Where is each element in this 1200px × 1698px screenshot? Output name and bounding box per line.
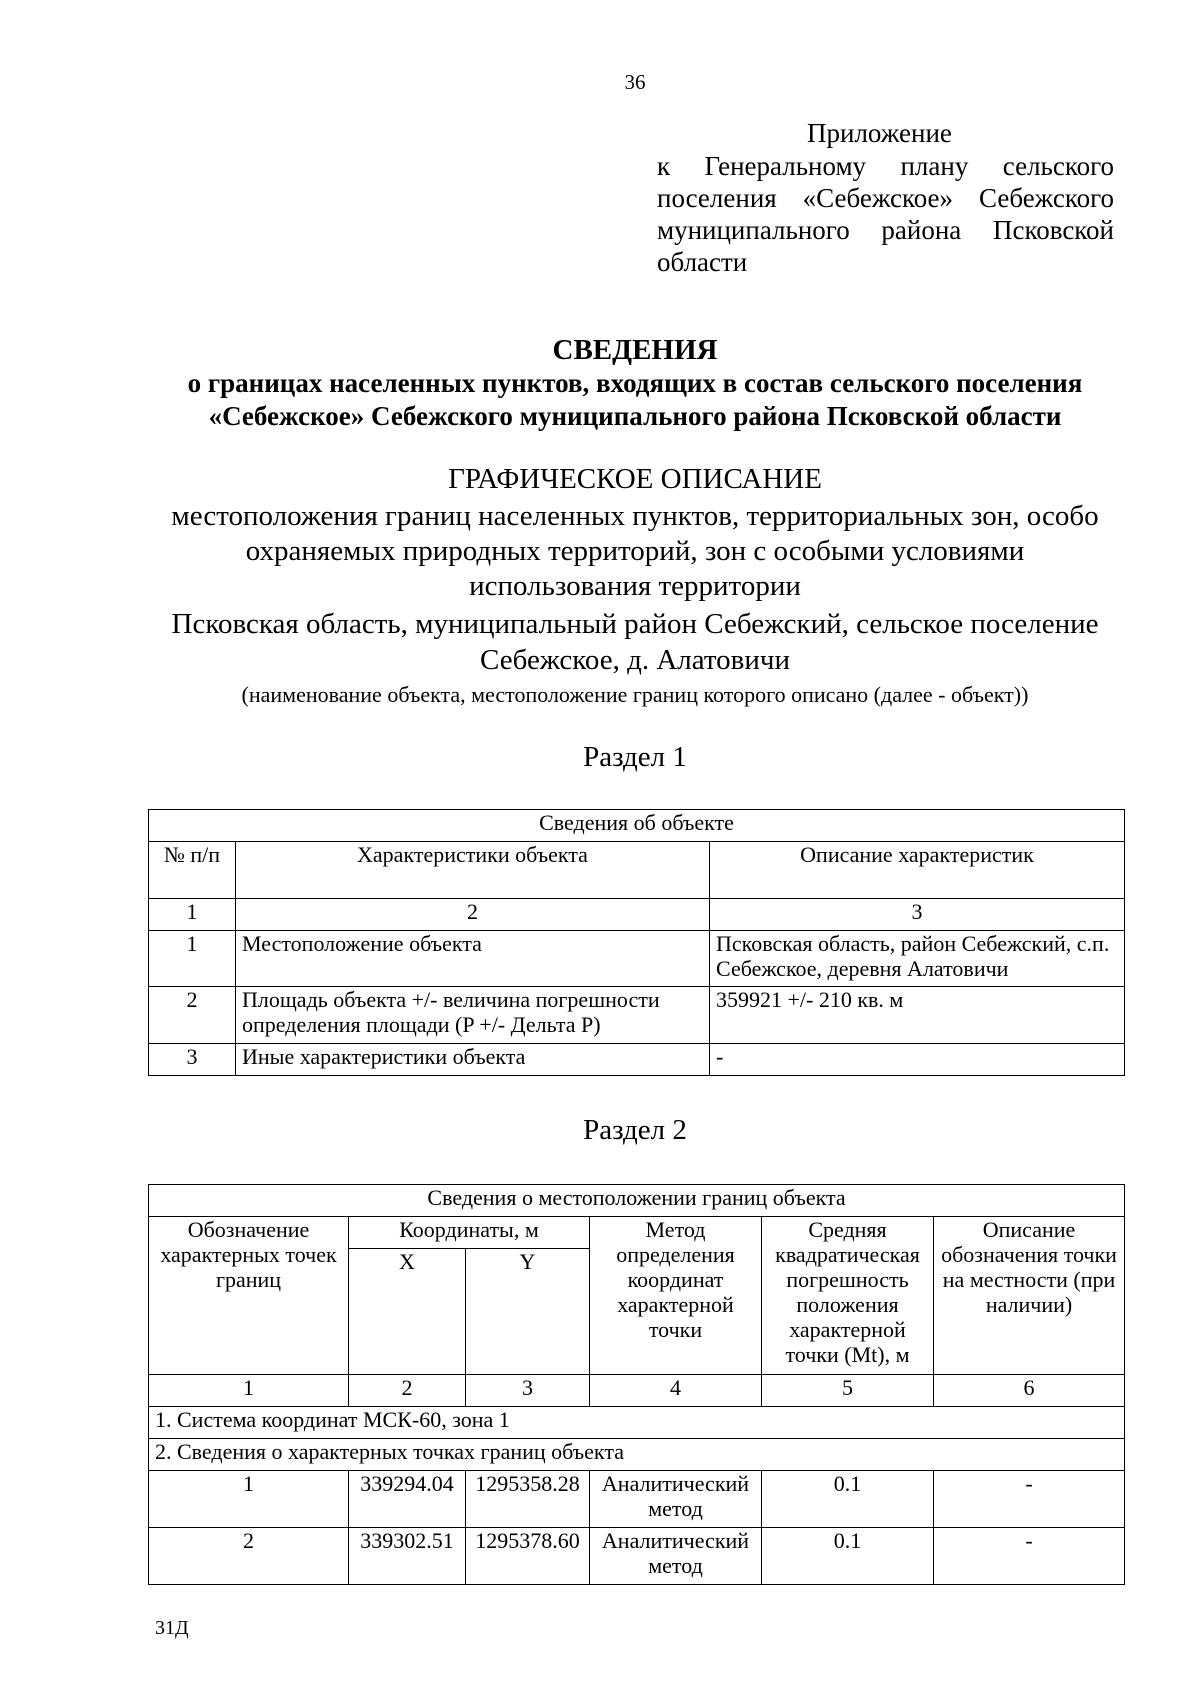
characteristic-value: - (710, 1044, 1125, 1076)
row-number: 3 (149, 1044, 236, 1076)
appendix-title: Приложение (807, 118, 952, 148)
coord-x: 339302.51 (349, 1528, 466, 1585)
table-row (149, 1528, 1125, 1585)
coord-y: 1295358.28 (466, 1471, 590, 1528)
column-number: 1 (149, 899, 236, 931)
appendix-line: области (657, 247, 748, 277)
header-cell: Координаты, м (349, 1217, 590, 1249)
header-cell: Средняя квадратическая погрешность положения характерной точки (Mt), м (762, 1217, 934, 1375)
characteristic-name: Площадь объекта +/- величина погрешности определения площади (P +/- Дельта P) (236, 987, 710, 1044)
section-2-title: Раздел 2 (583, 1114, 687, 1146)
table-row (149, 987, 1125, 1044)
row-number: 2 (149, 987, 236, 1044)
graphic-description-line: Псковская область, муниципальный район Себежский, сельское поселение (171, 608, 1099, 640)
header-cell: Описание характеристик (710, 842, 1125, 899)
point-description: - (934, 1528, 1125, 1585)
table-title: Сведения о местоположении границ объекта (149, 1185, 1125, 1217)
header-cell: № п/п (149, 842, 236, 899)
point-number: 1 (149, 1471, 349, 1528)
appendix-line: муниципального района Псковской (657, 215, 1114, 245)
appendix-line: к Генеральному плану сельского (657, 151, 1114, 181)
column-number: 2 (349, 1375, 466, 1407)
column-number: 6 (934, 1375, 1125, 1407)
graphic-description-line: Себежское, д. Алатовичи (480, 644, 790, 676)
characteristic-name: Местоположение объекта (236, 931, 710, 987)
header-cell: Обозначение характерных точек границ (149, 1217, 349, 1375)
points-caption: 2. Сведения о характерных точках границ объекта (149, 1439, 1125, 1471)
mt-error: 0.1 (762, 1528, 934, 1585)
column-number: 4 (590, 1375, 762, 1407)
appendix-text (657, 150, 1114, 278)
mt-error: 0.1 (762, 1471, 934, 1528)
header-cell-y: Y (466, 1249, 590, 1375)
method: Аналитический метод (590, 1528, 762, 1585)
header-cell: Описание обозначения точки на местности (при наличии) (934, 1217, 1125, 1375)
graphic-description-title: ГРАФИЧЕСКОЕ ОПИСАНИЕ (448, 463, 822, 495)
coord-x: 339294.04 (349, 1471, 466, 1528)
section-1-title: Раздел 1 (583, 741, 687, 773)
table-row (149, 1471, 1125, 1528)
table-row (149, 931, 1125, 987)
column-number: 3 (466, 1375, 590, 1407)
table-title: Сведения об объекте (149, 810, 1125, 842)
document-heading: СВЕДЕНИЯ (552, 334, 718, 366)
column-number: 3 (710, 899, 1125, 931)
footer-code: 31Д (155, 1617, 189, 1639)
graphic-description-line: использования территории (469, 570, 801, 602)
column-number: 2 (236, 899, 710, 931)
document-subheading-line: о границах населенных пунктов, входящих в состав сельского поселения (187, 368, 1083, 398)
column-number: 1 (149, 1375, 349, 1407)
document-subheading-line: «Себежское» Себежского муниципального района Псковской области (208, 401, 1062, 431)
table-row (149, 1044, 1125, 1076)
row-number: 1 (149, 931, 236, 987)
header-cell: Характеристики объекта (236, 842, 710, 899)
graphic-description-line: местоположения границ населенных пунктов, территориальных зон, особо (171, 500, 1099, 532)
page-number: 36 (624, 70, 646, 94)
object-note: (наименование объекта, местоположение границ которого описано (далее - объект)) (241, 682, 1029, 707)
graphic-description-line: охраняемых природных территорий, зон с особыми условиями (245, 535, 1025, 567)
header-cell-x: X (349, 1249, 466, 1375)
boundary-points-table (148, 1184, 1125, 1585)
object-info-table (148, 809, 1125, 1076)
point-number: 2 (149, 1528, 349, 1585)
coord-y: 1295378.60 (466, 1528, 590, 1585)
characteristic-name: Иные характеристики объекта (236, 1044, 710, 1076)
method: Аналитический метод (590, 1471, 762, 1528)
column-number: 5 (762, 1375, 934, 1407)
appendix-line: поселения «Себежское» Себежского (657, 183, 1114, 213)
coordinate-system: 1. Система координат МСК-60, зона 1 (149, 1407, 1125, 1439)
characteristic-value: 359921 +/- 210 кв. м (710, 987, 1125, 1044)
header-cell: Метод определения координат характерной точки (590, 1217, 762, 1375)
point-description: - (934, 1471, 1125, 1528)
characteristic-value: Псковская область, район Себежский, с.п. Себежское, деревня Алатовичи (710, 931, 1125, 987)
